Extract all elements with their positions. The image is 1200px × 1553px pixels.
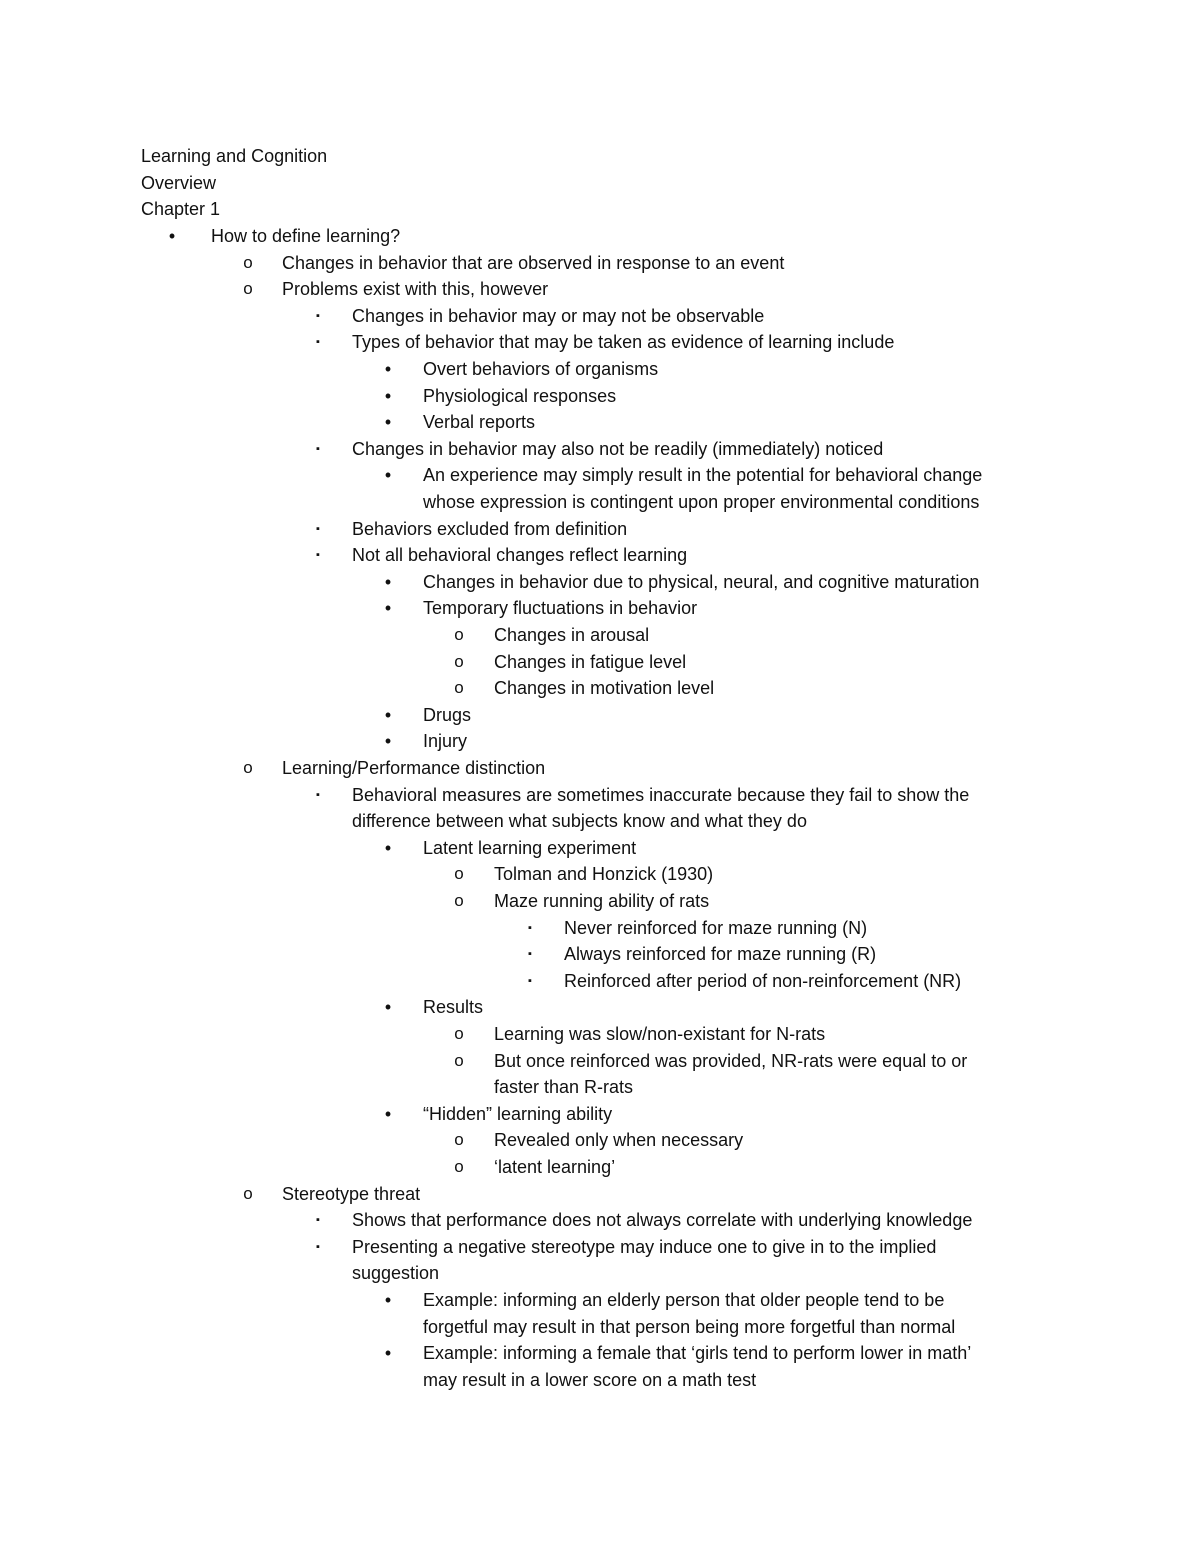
disc-bullet-icon: • — [384, 465, 392, 485]
outline-item-text: But once reinforced was provided, NR-rats were equal to or — [494, 1051, 968, 1071]
outline-item-text: Always reinforced for maze running (R) — [564, 944, 877, 964]
outline-item — [0, 1287, 1200, 1313]
outline-item — [0, 941, 1200, 967]
disc-bullet-icon: • — [384, 1343, 392, 1363]
outline-item-text: forgetful may result in that person being more forgetful than normal — [423, 1317, 956, 1337]
square-bullet-icon: ▪ — [528, 975, 532, 987]
outline-item — [0, 276, 1200, 302]
circle-bullet-icon: o — [454, 864, 464, 883]
outline-item-text: Problems exist with this, however — [282, 279, 549, 299]
outline-item-text: Results — [423, 997, 484, 1017]
outline-item-text: Injury — [423, 731, 468, 751]
outline-item-text: Stereotype threat — [282, 1184, 421, 1204]
chapter-heading: Chapter 1 — [141, 199, 221, 219]
outline-item — [0, 755, 1200, 781]
outline-item-text: Changes in behavior may also not be readily (immediately) noticed — [352, 439, 884, 459]
square-bullet-icon: ▪ — [316, 1241, 320, 1253]
outline-item-text: Presenting a negative stereotype may induce one to give in to the implied — [352, 1237, 937, 1257]
document-title: Learning and Cognition — [141, 146, 328, 166]
outline-item — [0, 1048, 1200, 1074]
outline-item — [0, 622, 1200, 648]
outline-item — [0, 1127, 1200, 1153]
outline-item — [0, 968, 1200, 994]
outline-item — [0, 409, 1200, 435]
outline-item-text: Tolman and Honzick (1930) — [494, 864, 714, 884]
outline-item-text: difference between what subjects know and what they do — [352, 811, 807, 831]
circle-bullet-icon: o — [243, 1184, 253, 1203]
disc-bullet-icon: • — [168, 226, 176, 246]
outline-item-text: Learning/Performance distinction — [282, 758, 546, 778]
outline-item-text: Changes in arousal — [494, 625, 650, 645]
outline-item-text: Example: informing an elderly person that older people tend to be — [423, 1290, 945, 1310]
square-bullet-icon: ▪ — [316, 443, 320, 455]
outline-item — [0, 888, 1200, 914]
circle-bullet-icon: o — [454, 652, 464, 671]
square-bullet-icon: ▪ — [528, 922, 532, 934]
circle-bullet-icon: o — [454, 1051, 464, 1070]
disc-bullet-icon: • — [384, 572, 392, 592]
outline-item-text: whose expression is contingent upon proper environmental conditions — [423, 492, 980, 512]
circle-bullet-icon: o — [454, 625, 464, 644]
outline-item — [0, 383, 1200, 409]
disc-bullet-icon: • — [384, 598, 392, 618]
square-bullet-icon: ▪ — [316, 1214, 320, 1226]
outline-item-text: Changes in fatigue level — [494, 652, 687, 672]
outline-item — [0, 1021, 1200, 1047]
outline-item-text: Temporary fluctuations in behavior — [423, 598, 698, 618]
outline-item — [0, 516, 1200, 542]
outline-item — [0, 569, 1200, 595]
circle-bullet-icon: o — [454, 1130, 464, 1149]
outline-item-text: Reinforced after period of non-reinforcement (NR) — [564, 971, 962, 991]
outline-item — [0, 303, 1200, 329]
outline-item — [0, 675, 1200, 701]
outline-item — [0, 808, 1200, 834]
disc-bullet-icon: • — [384, 386, 392, 406]
disc-bullet-icon: • — [384, 1104, 392, 1124]
square-bullet-icon: ▪ — [316, 789, 320, 801]
circle-bullet-icon: o — [454, 1024, 464, 1043]
outline-item — [0, 1181, 1200, 1207]
outline-item-text: Example: informing a female that ‘girls tend to perform lower in math’ — [423, 1343, 972, 1363]
disc-bullet-icon: • — [384, 1290, 392, 1310]
outline-item — [0, 595, 1200, 621]
outline-item — [0, 1154, 1200, 1180]
outline-item-text: Not all behavioral changes reflect learning — [352, 545, 688, 565]
outline-item-text: Verbal reports — [423, 412, 536, 432]
disc-bullet-icon: • — [384, 997, 392, 1017]
square-bullet-icon: ▪ — [316, 310, 320, 322]
outline-item — [0, 782, 1200, 808]
outline-item-text: Changes in behavior due to physical, neural, and cognitive maturation — [423, 572, 980, 592]
outline-item — [0, 1101, 1200, 1127]
outline-item-text: Types of behavior that may be taken as evidence of learning include — [352, 332, 895, 352]
outline-item — [0, 1340, 1200, 1366]
outline-item — [0, 223, 1200, 249]
outline-item — [0, 1314, 1200, 1340]
square-bullet-icon: ▪ — [316, 336, 320, 348]
outline-item-text: Never reinforced for maze running (N) — [564, 918, 868, 938]
square-bullet-icon: ▪ — [316, 549, 320, 561]
outline-item-text: Shows that performance does not always correlate with underlying knowledge — [352, 1210, 973, 1230]
outline-item-text: may result in a lower score on a math test — [423, 1370, 757, 1390]
circle-bullet-icon: o — [454, 678, 464, 697]
outline-item-text: How to define learning? — [211, 226, 401, 246]
outline-item — [0, 915, 1200, 941]
circle-bullet-icon: o — [454, 1157, 464, 1176]
outline-item — [0, 702, 1200, 728]
outline-item-text: Revealed only when necessary — [494, 1130, 744, 1150]
outline-item-text: Physiological responses — [423, 386, 617, 406]
disc-bullet-icon: • — [384, 412, 392, 432]
outline-item-text: Changes in motivation level — [494, 678, 715, 698]
circle-bullet-icon: o — [243, 279, 253, 298]
outline-item — [0, 356, 1200, 382]
disc-bullet-icon: • — [384, 731, 392, 751]
outline-item — [0, 436, 1200, 462]
outline-item-text: Maze running ability of rats — [494, 891, 710, 911]
outline-item-text: Learning was slow/non-existant for N-rats — [494, 1024, 826, 1044]
outline-item-text: Behaviors excluded from definition — [352, 519, 628, 539]
outline-item-text: Latent learning experiment — [423, 838, 637, 858]
outline-item — [0, 728, 1200, 754]
outline-item — [0, 649, 1200, 675]
outline-item-text: faster than R-rats — [494, 1077, 634, 1097]
square-bullet-icon: ▪ — [528, 948, 532, 960]
outline-item-text: “Hidden” learning ability — [423, 1104, 613, 1124]
outline-item-text: Overt behaviors of organisms — [423, 359, 659, 379]
outline-item-text: Behavioral measures are sometimes inaccurate because they fail to show the — [352, 785, 970, 805]
outline-item — [0, 1207, 1200, 1233]
outline-item-text: ‘latent learning’ — [494, 1157, 616, 1177]
circle-bullet-icon: o — [243, 253, 253, 272]
disc-bullet-icon: • — [384, 838, 392, 858]
outline-item — [0, 1260, 1200, 1286]
outline-item — [0, 329, 1200, 355]
square-bullet-icon: ▪ — [316, 523, 320, 535]
disc-bullet-icon: • — [384, 705, 392, 725]
outline-item-text: Changes in behavior that are observed in response to an event — [282, 253, 785, 273]
outline-item-text: Drugs — [423, 705, 472, 725]
outline-item — [0, 1074, 1200, 1100]
outline-item — [0, 1367, 1200, 1393]
outline-item-text: suggestion — [352, 1263, 440, 1283]
outline-item — [0, 489, 1200, 515]
outline-item-text: Changes in behavior may or may not be observable — [352, 306, 765, 326]
outline-item-text: An experience may simply result in the potential for behavioral change — [423, 465, 983, 485]
outline-item — [0, 250, 1200, 276]
disc-bullet-icon: • — [384, 359, 392, 379]
outline-item — [0, 861, 1200, 887]
circle-bullet-icon: o — [454, 891, 464, 910]
outline-item — [0, 542, 1200, 568]
outline-item — [0, 462, 1200, 488]
outline-item — [0, 1234, 1200, 1260]
outline-item — [0, 994, 1200, 1020]
circle-bullet-icon: o — [243, 758, 253, 777]
section-heading: Overview — [141, 173, 217, 193]
outline-item — [0, 835, 1200, 861]
